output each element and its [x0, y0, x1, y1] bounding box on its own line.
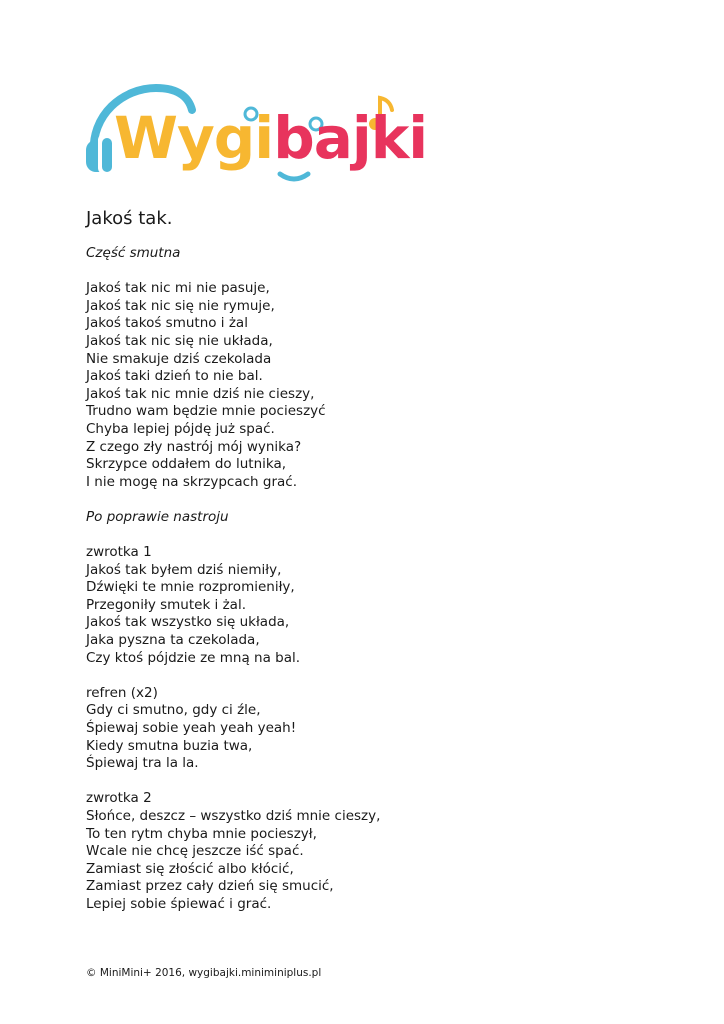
lyric-line: Trudno wam będzie mnie pocieszyć: [86, 403, 326, 420]
lyric-line: Jakoś tak wszystko się układa,: [86, 614, 290, 631]
logo-text-part2: bajki: [273, 104, 428, 172]
lyric-line: Jakoś tak byłem dziś niemiły,: [86, 561, 282, 578]
lyric-line: Z czego zły nastrój mój wynika?: [86, 438, 302, 455]
lyric-line: Wcale nie chcę jeszcze iść spać.: [86, 843, 304, 860]
lyric-line: Gdy ci smutno, gdy ci źle,: [86, 702, 261, 719]
verse2-label: zwrotka 2: [86, 790, 152, 807]
lyric-line: Jakoś tak nic się nie rymuje,: [86, 297, 275, 314]
lyric-line: Jakoś tak nic mi nie pasuje,: [86, 280, 270, 297]
part1-label: Część smutna: [86, 245, 181, 261]
verse2-lines: [86, 808, 646, 914]
lyric-line: Zamiast przez cały dzień się smucić,: [86, 878, 334, 895]
lyric-line: Jaka pyszna ta czekolada,: [86, 632, 260, 649]
wygibajki-logo: [84, 84, 428, 190]
logo-wordmark: [114, 98, 427, 178]
copyright-footer: © MiniMini+ 2016, wygibajki.miniminiplus.pl: [86, 967, 322, 979]
lyric-line: Jakoś tak nic mnie dziś nie cieszy,: [86, 385, 315, 402]
lyric-line: Lepiej sobie śpiewać i grać.: [86, 895, 272, 912]
lyric-line: Kiedy smutna buzia twa,: [86, 737, 253, 754]
part2-label: Po poprawie nastroju: [86, 508, 229, 525]
lyric-line: Śpiewaj tra la la.: [86, 755, 199, 772]
lyric-line: I nie mogę na skrzypcach grać.: [86, 473, 297, 490]
lyric-line: Nie smakuje dziś czekolada: [86, 350, 272, 367]
part1-lines: [86, 280, 646, 491]
lyric-line: Czy ktoś pójdzie ze mną na bal.: [86, 649, 301, 666]
verse1-lines: [86, 562, 646, 668]
lyrics: [86, 245, 646, 914]
lyric-line: Chyba lepiej pójdę już spać.: [86, 420, 275, 437]
lyric-line: Dźwięki te mnie rozpromieniły,: [86, 579, 295, 596]
lyric-line: Przegoniły smutek i żal.: [86, 596, 246, 613]
lyric-line: Skrzypce oddałem do lutnika,: [86, 456, 287, 473]
chorus-lines: [86, 702, 646, 772]
logo-text-part1: Wygi: [114, 104, 274, 172]
lyric-line: Słońce, deszcz – wszystko dziś mnie cieszy,: [86, 808, 381, 824]
lyric-line: To ten rytm chyba mnie pocieszył,: [86, 825, 317, 842]
chorus-label: refren (x2): [86, 684, 158, 701]
lyric-line: Śpiewaj sobie yeah yeah yeah!: [86, 720, 297, 737]
lyric-line: Zamiast się złościć albo kłócić,: [86, 860, 294, 877]
song-title: Jakoś tak.: [86, 208, 173, 229]
lyric-line: Jakoś takoś smutno i żal: [86, 315, 248, 332]
lyric-line: Jakoś tak nic się nie układa,: [86, 332, 273, 349]
verse1-label: zwrotka 1: [86, 544, 152, 561]
lyric-line: Jakoś taki dzień to nie bal.: [86, 368, 263, 385]
